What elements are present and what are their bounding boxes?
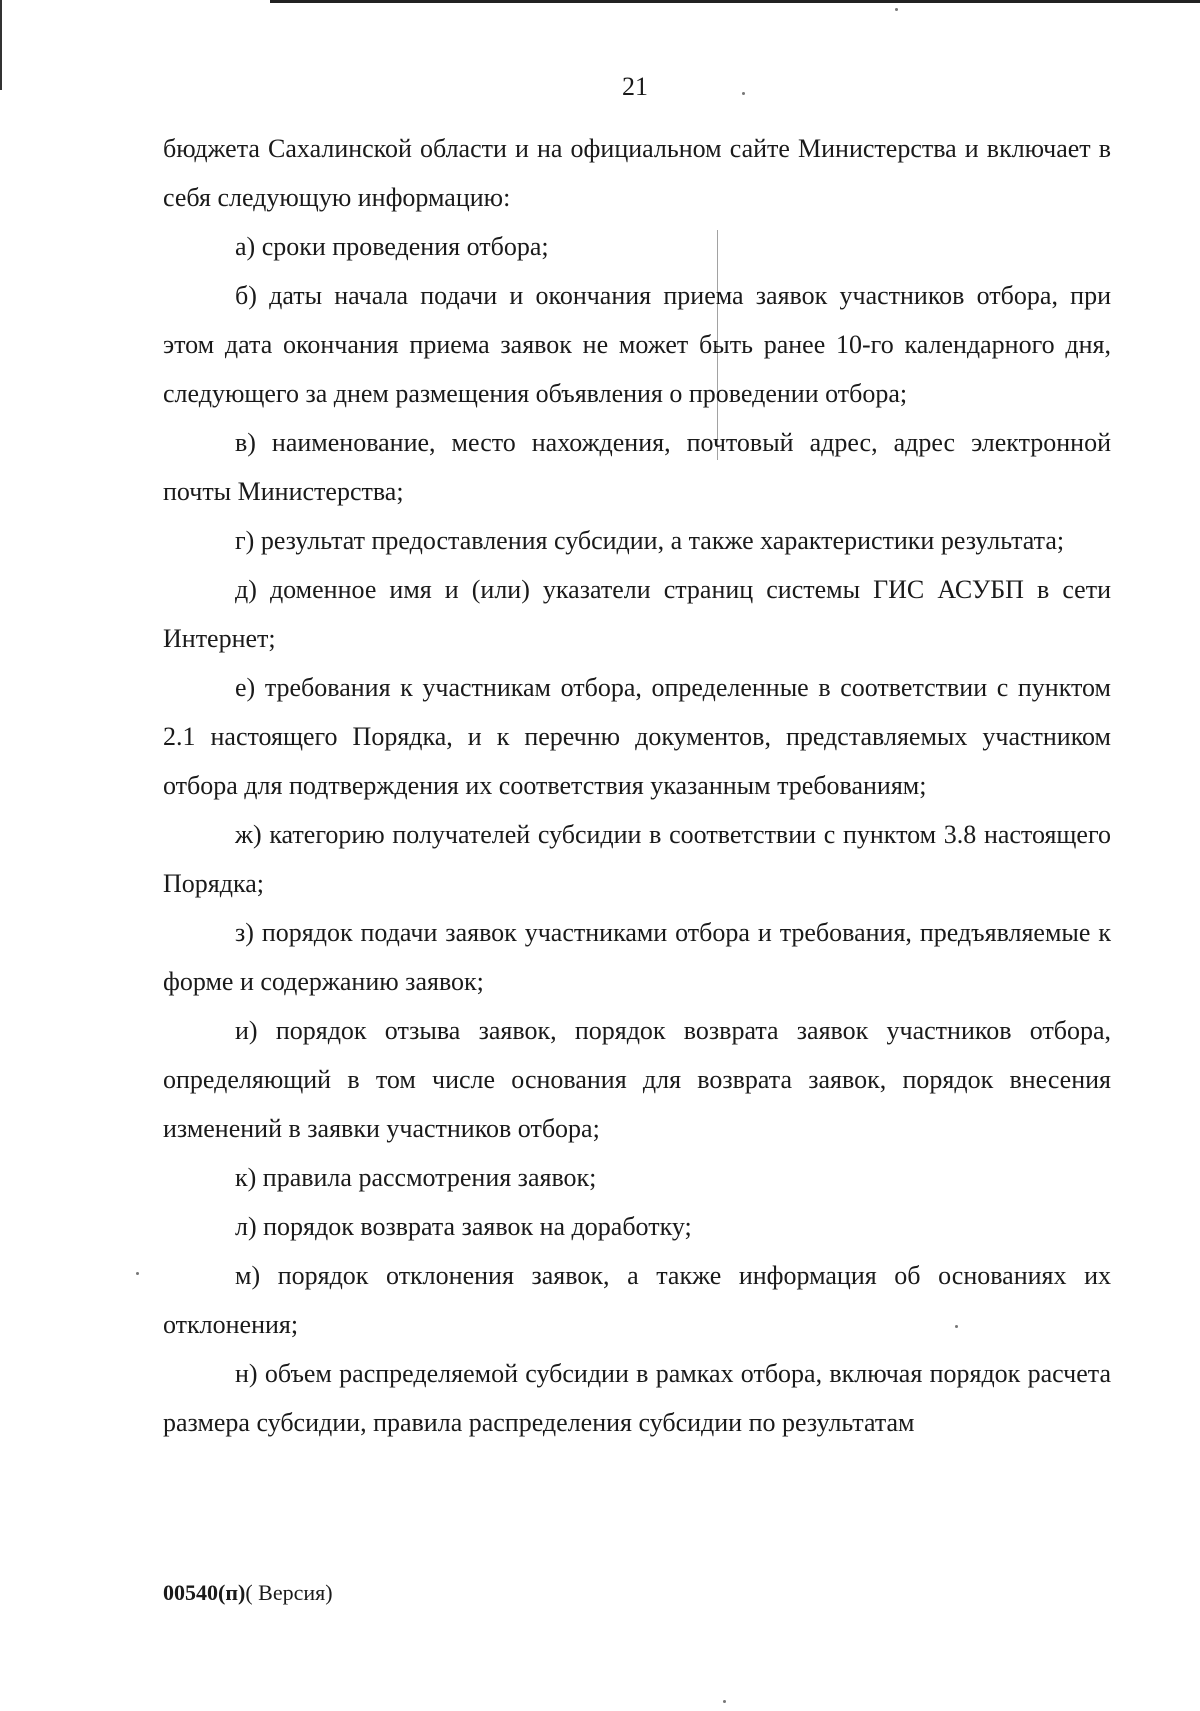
document-version: ( Версия): [245, 1580, 333, 1605]
paragraph-item-a: а) сроки проведения отбора;: [235, 232, 549, 261]
paragraph-item-k: к) правила рассмотрения заявок;: [235, 1163, 597, 1192]
scan-speck: [895, 8, 898, 11]
scan-speck: [136, 1272, 139, 1275]
paragraph-intro: бюджета Сахалинской области и на официальном сайте Министерства и включает в себя следующую информацию:: [163, 134, 1111, 212]
paragraph-item-d: д) доменное имя и (или) указатели страниц системы ГИС АСУБП в сети Интернет;: [163, 575, 1111, 653]
document-footer: [163, 1580, 333, 1606]
paragraph-item-v: в) наименование, место нахождения, почтовый адрес, адрес электронной почты Министерства;: [163, 428, 1111, 506]
scan-speck: [723, 1700, 726, 1703]
paragraph-item-l: л) порядок возврата заявок на доработку;: [235, 1212, 692, 1241]
document-code: 00540(п): [163, 1580, 246, 1605]
page-number: 21: [622, 72, 648, 101]
document-body: [163, 124, 1111, 1447]
paragraph-item-n: н) объем распределяемой субсидии в рамках отбора, включая порядок расчета размера субсидии, правила распределения субсидии по результатам: [163, 1359, 1111, 1437]
paragraph-item-m: м) порядок отклонения заявок, а также информация об основаниях их отклонения;: [163, 1261, 1111, 1339]
paragraph-item-z: з) порядок подачи заявок участниками отбора и требования, предъявляемые к форме и содержанию заявок;: [163, 918, 1111, 996]
paragraph-item-b: б) даты начала подачи и окончания приема заявок участников отбора, при этом дата окончания приема заявок не может быть ранее 10-го календарного дня, следующего за днем размещения объявления о проведении отбора;: [163, 281, 1111, 408]
paragraph-item-g: г) результат предоставления субсидии, а также характеристики результата;: [235, 526, 1065, 555]
paragraph-item-i: и) порядок отзыва заявок, порядок возврата заявок участников отбора, определяющий в том числе основания для возврата заявок, порядок внесения изменений в заявки участников отбора;: [163, 1016, 1111, 1143]
paragraph-item-e: е) требования к участникам отбора, определенные в соответствии с пунктом 2.1 настоящего Порядка, и к перечню документов, представляемых участником отбора для подтверждения их соответствия указанным требованиям;: [163, 673, 1111, 800]
scan-edge-top: [270, 0, 1200, 3]
paragraph-item-zh: ж) категорию получателей субсидии в соответствии с пунктом 3.8 настоящего Порядка;: [163, 820, 1111, 898]
